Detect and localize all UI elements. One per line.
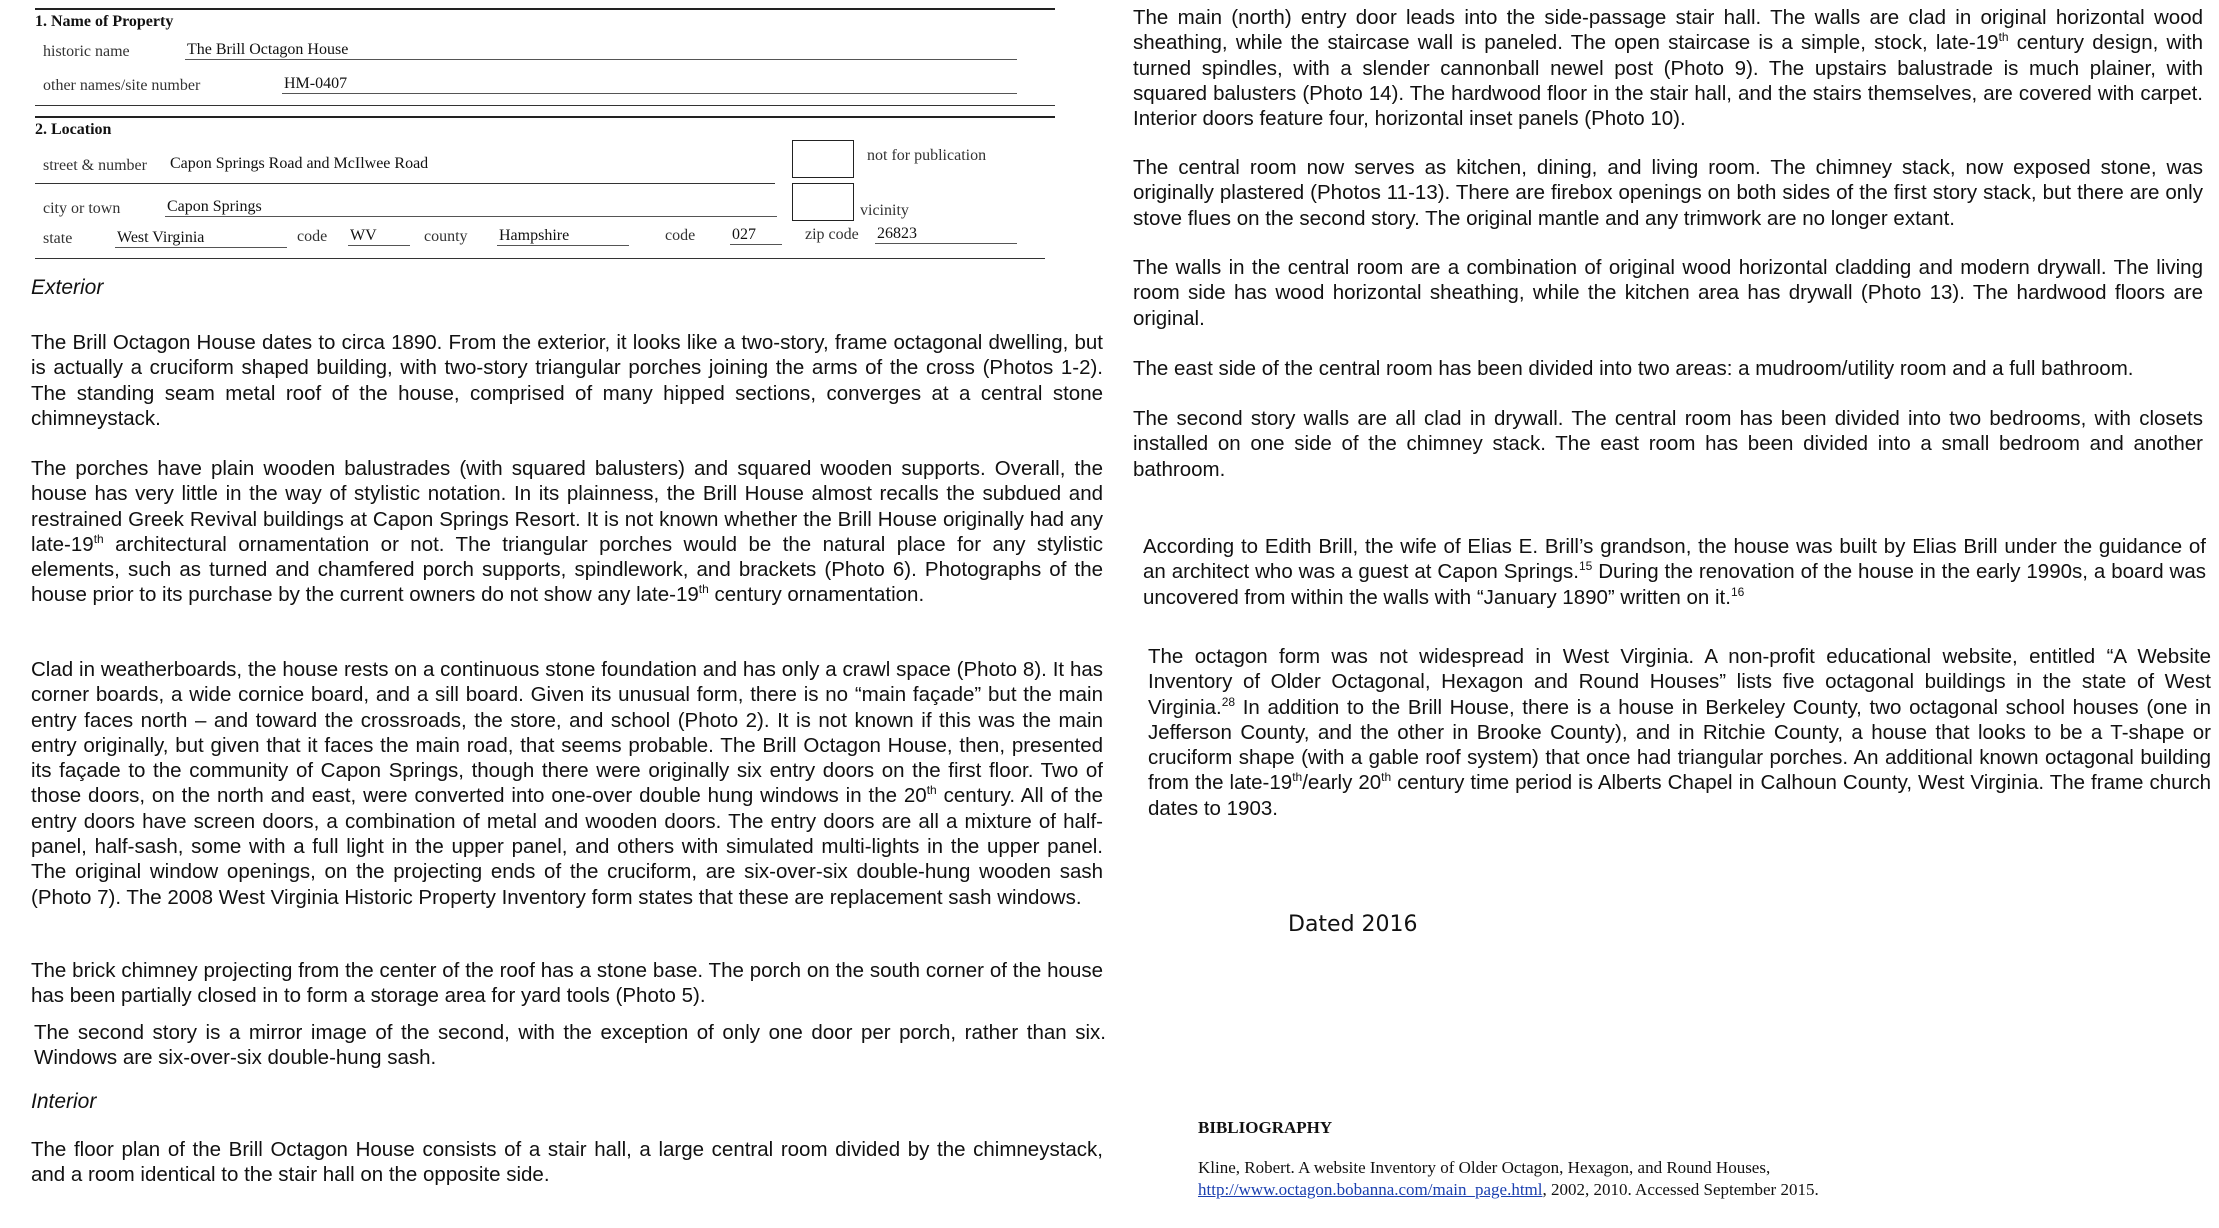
historic-name-row: [35, 35, 1055, 69]
not-for-publication-label: not for publication: [867, 147, 987, 164]
paragraph-stair-hall: The main (north) entry door leads into the side-passage stair hall. The walls are clad in original horizontal wood sheathing, while the staircase wall is paneled. The open staircase is a simple, stock, late-19th century design, with turned spindles, with a slender cannonball newel post (Photo 9). The upstairs balustrade is much plainer, with squared balusters (Photo 14). The hardwood floor in the stair hall, and the stairs themselves, are covered with carpet. Interior doors feature four, horizontal inset panels (Photo 10).: [1133, 6, 2204, 131]
divider: [35, 105, 1055, 106]
street-row: [35, 143, 1055, 183]
other-names-label: other names/site number: [43, 77, 201, 94]
vicinity-label: vicinity: [860, 202, 909, 219]
interior-heading: Interior: [31, 1090, 97, 1113]
street-label: street & number: [43, 157, 147, 174]
exterior-heading: Exterior: [31, 276, 104, 299]
paragraph-east-side: The east side of the central room has been divided into two areas: a mudroom/utility room and a full bathroom.: [1133, 357, 2134, 380]
paragraph-history: According to Edith Brill, the wife of Elias E. Brill’s grandson, the house was built by Elias Brill under the guidance of an architect who was a guest at Capon Springs.$^{15}$ During the renovation of the house in the early 1990s, a board was uncovered from within the walls with “January 1890” written on it.$^{16}$: [1143, 535, 2206, 609]
bibliography-entry-line2: [1198, 1180, 1819, 1200]
paragraph-second-story: The second story walls are all clad in drywall. The central room has been divided into two bedrooms, with closets installed on one side of the chimney stack. The east room has been divided into a small bedroom and another bathroom.: [1133, 407, 2203, 481]
paragraph-octagon-form: The octagon form was not widespread in West Virginia. A non-profit educational website, entitled “A Website Inventory of Older Octagonal, Hexagon and Round Houses” lists five octagonal buildings in the state of West Virginia.$^{28}$ In addition to the Brill House, there is a house in Berkeley County, two octagonal school houses (one in Jefferson County, and the other in Brooke County), and in Ritchie County, a house that looks to be a T-shape or cruciform shape (with a gable roof system) that once had triangular porches. An additional known octagonal building from the late-19th/early 20th century time period is Alberts Chapel in Calhoun County, West Virginia. The frame church dates to 1903.: [1148, 645, 2211, 820]
state-code-label: code: [297, 228, 328, 245]
paragraph-exterior-3: Clad in weatherboards, the house rests on a continuous stone foundation and has only a crawl space (Photo 8). It has corner boards, a wide cornice board, and a sill board. Given its unusual form, there is no “main façade” but the main entry faces north – and toward the crossroads, the store, and school (Photo 2). It is not known if this was the main entry originally, but given that it faces the main road, that seems probable. The Brill Octagon House, then, presented its façade to the community of Capon Springs, though there were originally six entry doors on the first floor. Two of those doors, on the north and east, were converted into one-over double hung windows in the 20th century. All of the entry doors have screen doors, a combination of metal and wooden doors. The entry doors are all a mixture of half-panel, half-sash, some with a full light in the upper panel, and others with simulated multi-lights in the upper panel. The original window openings, on the projecting ends of the cruciform, are six-over-six double-hung wooden sash (Photo 7). The 2008 West Virginia Historic Property Inventory form states that these are replacement sash windows.: [31, 658, 1103, 909]
city-label: city or town: [43, 200, 121, 217]
county-code-label: code: [665, 227, 696, 244]
bibliography-entry: Kline, Robert. A website Inventory of Older Octagon, Hexagon, and Round Houses,: [1198, 1158, 1771, 1177]
zip-label: zip code: [805, 226, 859, 243]
bibliography-entry-tail: , 2002, 2010. Accessed September 2015.: [1542, 1180, 1819, 1199]
county-code-value: 027: [730, 226, 782, 245]
paragraph-exterior-2: The porches have plain wooden balustrades (with squared balusters) and squared wooden supports. Overall, the house has very little in the way of stylistic notation. In its plainness, the Brill House almost recalls the subdued and restrained Greek Revival buildings at Capon Springs Resort. It is not known whether the Brill House originally had any late-19th architectural ornamentation or not. The triangular porches would be the natural place for any stylistic elements, such as turned and chamfered porch supports, spindlework, and brackets (Photo 6). Photographs of the house prior to its purchase by the current owners do not show any late-19th century ornamentation.: [31, 457, 1103, 607]
bibliography-link[interactable]: http://www.octagon.bobanna.com/main_page.html: [1198, 1180, 1543, 1199]
zip-value: 26823: [875, 225, 1017, 244]
historic-name-value: The Brill Octagon House: [185, 41, 1017, 60]
state-row: [35, 224, 1055, 256]
paragraph-central-walls: The walls in the central room are a combination of original wood horizontal cladding and modern drywall. The living room side has wood horizontal sheathing, while the kitchen area has drywall (Photo 13). The hardwood floors are original.: [1133, 256, 2203, 330]
city-row: [35, 184, 1055, 224]
property-form: [35, 8, 1055, 259]
city-value: Capon Springs: [165, 198, 777, 217]
other-names-row: [35, 69, 1055, 101]
vicinity-checkbox[interactable]: [792, 183, 854, 221]
divider: [35, 258, 1045, 259]
paragraph-central-room: The central room now serves as kitchen, dining, and living room. The chimney stack, now exposed stone, was originally plastered (Photos 11-13). There are firebox openings on both sides of the first story stack, but there are only stove flues on the second story. The original mantle and any trimwork are no longer extant.: [1133, 156, 2203, 230]
paragraph-exterior-1: The Brill Octagon House dates to circa 1890. From the exterior, it looks like a two-story, frame octagonal dwelling, but is actually a cruciform shaped building, with two-story triangular porches joining the arms of the cross (Photos 1-2). The standing seam metal roof of the house, comprised of many hipped sections, converges at a central stone chimneystack.: [31, 331, 1103, 430]
street-value: Capon Springs Road and McIlwee Road: [170, 155, 429, 172]
paragraph-exterior-5: The second story is a mirror image of the second, with the exception of only one door per porch, rather than six. Windows are six-over-six double-hung sash.: [34, 1021, 1106, 1070]
section-name-of-property-title: 1. Name of Property: [35, 8, 1055, 35]
state-code-value: WV: [348, 227, 410, 246]
county-value: Hampshire: [497, 227, 629, 246]
section-location-title: 2. Location: [35, 116, 1055, 143]
state-label: state: [43, 230, 73, 247]
bibliography-heading: BIBLIOGRAPHY: [1198, 1118, 1333, 1137]
state-value: West Virginia: [115, 229, 287, 248]
county-label: county: [424, 228, 468, 245]
historic-name-label: historic name: [43, 43, 130, 60]
not-for-publication-checkbox[interactable]: [792, 140, 854, 178]
other-names-value: HM-0407: [282, 75, 1017, 94]
dated-label: Dated 2016: [1288, 912, 1418, 937]
paragraph-exterior-4: The brick chimney projecting from the center of the roof has a stone base. The porch on the south corner of the house has been partially closed in to form a storage area for yard tools (Photo 5).: [31, 959, 1103, 1008]
paragraph-interior-1: The floor plan of the Brill Octagon House consists of a stair hall, a large central room divided by the chimneystack, and a room identical to the stair hall on the opposite side.: [31, 1138, 1103, 1187]
